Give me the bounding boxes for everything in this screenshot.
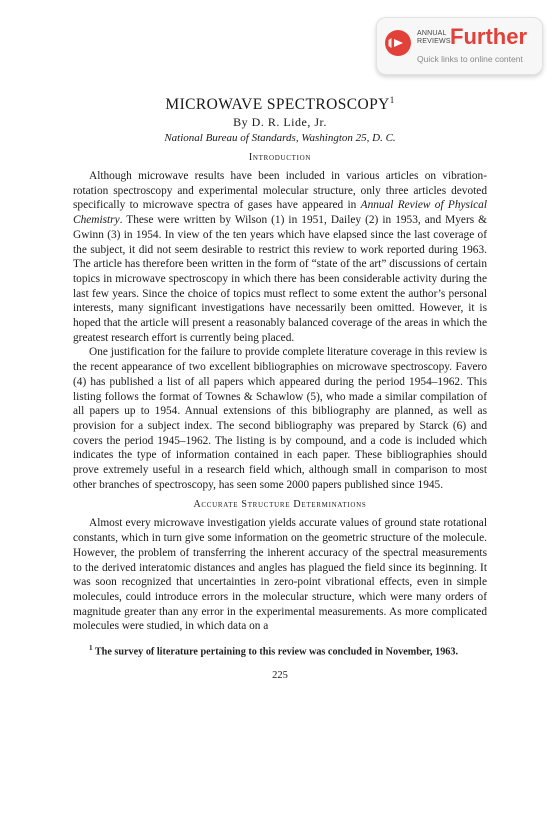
footnote-mark: 1	[89, 644, 93, 653]
intro-paragraph-2: One justification for the failure to provide complete literature coverage in this review is the recent appearance of two excellent bibliographies on microwave spectroscopy. Favero (4) has published a list of all papers which appeared during the period 1954–1962. This listing follows the format of Townes & Schawlow (5), who made a similar compilation of all papers up to 1954. Annual extensions of this bibliography are planned, as well as provision for a subject index. The second bibliography was prepared by Starck (6) and covers the period 1945–1962. The listing is by compound, and a code is included which indicates the type of information contained in each paper. These bibliographies should prove extremely useful in a research field which, although small in comparison to most other branches of spectroscopy, has seen some 2000 papers published since 1945.	[73, 346, 487, 491]
badge-small-label: ANNUAL REVIEWS	[417, 30, 451, 45]
article-page	[73, 90, 487, 681]
structure-paragraph: Almost every microwave investigation yields accurate values of ground state rotational constants, which in turn give some information on the geometric structure of the molecule. However, the problem of transferring the inherent accuracy of the spectral measurements to the derived interatomic distances and angles has plagued the field since its beginning. It was soon recognized that uncertainties in zero-point vibrational effects, even in simple molecules, could introduce errors in the molecular structure, which were many orders of magnitude greater than any error in the experimental measurements. As more complicated molecules were studied, in which data on a	[73, 517, 487, 633]
article-title	[73, 90, 487, 114]
title-footnote-mark: 1	[389, 95, 395, 105]
play-icon	[385, 30, 411, 56]
article-title-text: MICROWAVE SPECTROSCOPY	[165, 96, 390, 114]
badge-further-label: Further	[450, 24, 527, 49]
article-affiliation: National Bureau of Standards, Washington 25, D. C.	[164, 132, 396, 144]
journal-title-emphasis: Annual Review of Physical Chemistry	[73, 199, 487, 227]
footnote	[73, 642, 487, 658]
intro-paragraph-1-continued: . These were written by Wilson (1) in 1951, Dailey (2) in 1953, and Myers & Gwinn (3) in 1954. In view of the ten years which have elapsed since the last coverage of the subject, it did not seem desirable to restrict this review to work reported during 1963. The article has therefore been written in the form of “state of the art” discussions of certain topics in microwave spectroscopy in which there has been considerable activity during the last few years. Since the choice of topics must reflect to some extent the author’s personal interests, many significant investigations have necessarily been omitted. However, it is hoped that the article will present a reasonably balanced coverage of the areas in which the greatest research effort is currently being placed.	[73, 214, 487, 344]
intro-paragraph-1	[73, 169, 487, 345]
badge-subtitle: Quick links to online content	[417, 54, 523, 64]
intro-paragraph-1-text: Although microwave results have been included in various articles on vibration-rotation spectroscopy and experimental molecular structure, only three articles devoted specifically to microwave spectra of gases have appeared in	[73, 170, 487, 212]
section-heading-introduction: Introduction	[248, 152, 312, 163]
article-author: By D. R. Lide, Jr.	[233, 115, 327, 129]
section-heading-structure: Accurate Structure Determinations	[193, 499, 367, 511]
footnote-text: The survey of literature pertaining to this review was concluded in November, 1963.	[94, 646, 459, 658]
page-number: 225	[272, 670, 288, 682]
further-badge[interactable]	[376, 17, 543, 75]
